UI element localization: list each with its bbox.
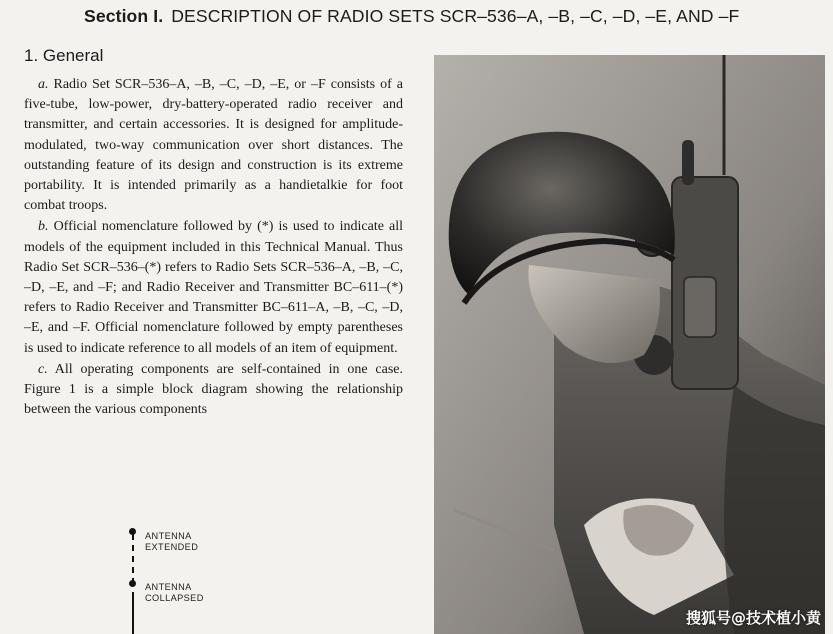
paragraph-text: Radio Set SCR–536–A, –B, –C, –D, –E, or –F consists of a five-tube, low-power, dry-battery-operated radio receiver and transmitter, and certain accessories. It is designed for amplitude-modulated, two-way communication over short distances. The outstanding feature of its design and construction is its extreme portability. It is intended primarily as a handietalkie for foot combat troops.	[24, 77, 403, 214]
paragraph-b	[24, 217, 403, 358]
paragraph-text: All operating components are self-contained in one case. Figure 1 is a simple block diagram showing the relationship between the various components	[24, 361, 403, 418]
paragraph-letter: b.	[38, 219, 49, 235]
general-heading: 1. General	[24, 46, 104, 65]
label-line: EXTENDED	[145, 541, 199, 552]
section-label: Section I.	[84, 6, 164, 26]
antenna-collapsed-label	[145, 582, 204, 603]
paragraph-letter: c.	[38, 361, 48, 377]
watermark: 搜狐号@技术植小黄	[685, 609, 821, 627]
paragraph-letter: a.	[38, 77, 49, 92]
label-line: ANTENNA	[145, 531, 192, 541]
soldier-photo	[434, 55, 825, 634]
antenna-extended-dashed-line	[132, 534, 134, 582]
section-header	[84, 6, 824, 27]
text-column	[24, 75, 403, 421]
soldier-photo-illustration	[434, 55, 825, 634]
paragraph-c	[24, 360, 403, 421]
radio-clip	[684, 277, 716, 337]
label-line: ANTENNA	[145, 582, 192, 592]
antenna-diagram	[118, 522, 258, 634]
antenna-solid-line	[132, 592, 134, 634]
section-title: DESCRIPTION OF RADIO SETS SCR–536–A, –B, –C, –D, –E, AND –F	[171, 6, 740, 26]
paragraph-a	[24, 75, 403, 216]
radio-antenna-base	[682, 140, 694, 185]
label-line: COLLAPSED	[145, 592, 204, 603]
sleeve-shadow	[724, 385, 825, 634]
antenna-extended-label	[145, 531, 198, 552]
antenna-collapsed-node	[129, 580, 136, 587]
paragraph-text: Official nomenclature followed by (*) is used to indicate all models of the equipment included in this Technical Manual. Thus Radio Set SCR–536–(*) refers to Radio Sets SCR–536–A, –B, –C, –D, –E, and –F; and Radio Receiver and Transmitter BC–611–(*) refers to Radio Receiver and Transmitter BC–611–A, –B, –C, –D, –E, and –F. Official nomenclature followed by empty parentheses is used to indicate reference to all models of an item of equipment.	[24, 219, 403, 356]
